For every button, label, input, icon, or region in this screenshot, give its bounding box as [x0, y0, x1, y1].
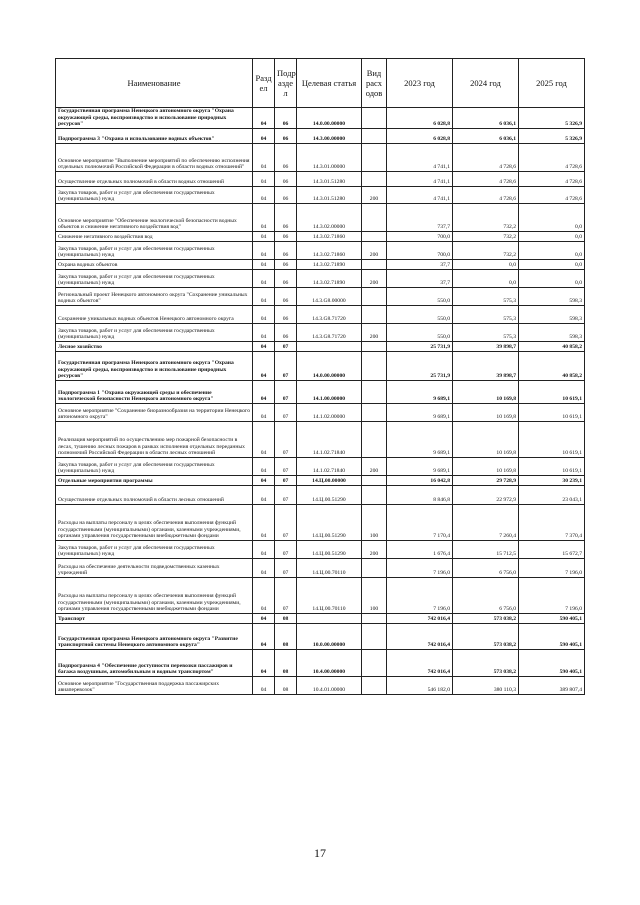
cell-section: 04 [253, 578, 275, 614]
cell-expense-type [362, 381, 387, 404]
cell-expense-type: 200 [362, 324, 387, 342]
cell-subsection: 07 [275, 458, 297, 476]
cell-2025: 598,3 [519, 306, 585, 324]
cell-expense-type [362, 614, 387, 624]
table-row [56, 232, 585, 242]
cell-2024: 6 756,0 [453, 578, 519, 614]
cell-target: 14.Ц.00.70110 [297, 578, 362, 614]
cell-expense-type [362, 342, 387, 352]
cell-name: Государственная программа Ненецкого автономного округа "Охрана окружающей среды, воспроизводство и использование природных ресурсов" [56, 352, 253, 381]
cell-subsection: 07 [275, 559, 297, 578]
table-row [56, 204, 585, 232]
table-row [56, 650, 585, 677]
cell-subsection: 07 [275, 381, 297, 404]
cell-name: Расходы на обеспечение деятельности подведомственных казенных учреждений [56, 559, 253, 578]
table-row [56, 486, 585, 505]
cell-2024: 10 169,8 [453, 422, 519, 458]
cell-2024: 0,0 [453, 270, 519, 288]
cell-target: 14.1.02.71840 [297, 458, 362, 476]
cell-2025: 598,3 [519, 324, 585, 342]
cell-target: 14.3.01.00000 [297, 144, 362, 172]
cell-2025: 598,3 [519, 288, 585, 306]
cell-section: 04 [253, 559, 275, 578]
cell-name: Расходы на выплаты персоналу в целях обеспечения выполнения функций государственными (муниципальными) органами, казенными учреждениями, органами управления государственными внебюджетными фондами [56, 505, 253, 541]
cell-expense-type: 100 [362, 505, 387, 541]
header-2024: 2024 год [453, 59, 519, 108]
header-2025: 2025 год [519, 59, 585, 108]
cell-2024: 573 038,2 [453, 624, 519, 650]
cell-section: 04 [253, 624, 275, 650]
cell-2025: 4 728,6 [519, 144, 585, 172]
budget-table [55, 58, 585, 695]
cell-2024: 732,2 [453, 204, 519, 232]
cell-2025: 23 043,1 [519, 486, 585, 505]
cell-2023: 700,0 [387, 232, 453, 242]
cell-section: 04 [253, 260, 275, 270]
cell-2025: 15 672,7 [519, 541, 585, 559]
cell-2023: 25 731,9 [387, 342, 453, 352]
cell-expense-type [362, 129, 387, 144]
cell-subsection: 08 [275, 624, 297, 650]
cell-2025: 10 619,1 [519, 458, 585, 476]
cell-2023: 737,7 [387, 204, 453, 232]
cell-2025: 0,0 [519, 270, 585, 288]
cell-2024: 4 728,6 [453, 187, 519, 204]
table-row [56, 172, 585, 187]
cell-2025: 40 858,2 [519, 342, 585, 352]
cell-name: Подпрограмма 3 "Охрана и использование водных объектов" [56, 129, 253, 144]
cell-subsection: 07 [275, 505, 297, 541]
cell-expense-type [362, 144, 387, 172]
table-row [56, 108, 585, 129]
cell-subsection: 08 [275, 677, 297, 695]
table-row [56, 422, 585, 458]
cell-subsection: 06 [275, 270, 297, 288]
cell-section: 04 [253, 650, 275, 677]
cell-name: Транспорт [56, 614, 253, 624]
table-row [56, 404, 585, 422]
cell-2023: 9 689,1 [387, 422, 453, 458]
cell-expense-type: 200 [362, 242, 387, 260]
table-row [56, 559, 585, 578]
cell-2025: 7 196,0 [519, 578, 585, 614]
cell-target: 14.3.02.71890 [297, 270, 362, 288]
table-row [56, 381, 585, 404]
table-header-row [56, 59, 585, 108]
cell-2023: 7 196,0 [387, 559, 453, 578]
cell-section: 04 [253, 232, 275, 242]
cell-expense-type [362, 677, 387, 695]
cell-expense-type [362, 260, 387, 270]
cell-name: Охрана водных объектов [56, 260, 253, 270]
cell-expense-type: 100 [362, 578, 387, 614]
table-row [56, 129, 585, 144]
cell-name: Закупка товаров, работ и услуг для обеспечения государственных (муниципальных) нужд [56, 270, 253, 288]
cell-name: Основное мероприятие "Выполнение мероприятий по обеспечению исполнения отдельных полномочий Российской Федерации в области водных отношений" [56, 144, 253, 172]
cell-2024: 0,0 [453, 260, 519, 270]
cell-2023: 9 689,1 [387, 458, 453, 476]
cell-2023: 16 042,8 [387, 476, 453, 486]
cell-subsection: 06 [275, 204, 297, 232]
cell-expense-type [362, 486, 387, 505]
cell-name: Закупка товаров, работ и услуг для обеспечения государственных (муниципальных) нужд [56, 541, 253, 559]
cell-section: 04 [253, 242, 275, 260]
cell-2023: 9 689,1 [387, 404, 453, 422]
cell-2024: 6 036,1 [453, 129, 519, 144]
cell-section: 04 [253, 458, 275, 476]
cell-subsection: 06 [275, 172, 297, 187]
cell-section: 04 [253, 270, 275, 288]
cell-2025: 10 619,1 [519, 422, 585, 458]
table-row [56, 476, 585, 486]
cell-expense-type [362, 306, 387, 324]
cell-expense-type [362, 559, 387, 578]
cell-2023: 550,0 [387, 324, 453, 342]
header-target: Целевая статья [297, 59, 362, 108]
cell-2024: 573 038,2 [453, 650, 519, 677]
cell-2025: 389 807,4 [519, 677, 585, 695]
page-number: 17 [314, 846, 326, 860]
cell-subsection: 07 [275, 541, 297, 559]
cell-2025: 590 405,1 [519, 614, 585, 624]
cell-target: 14.1.00.00000 [297, 381, 362, 404]
cell-section: 04 [253, 505, 275, 541]
cell-section: 04 [253, 476, 275, 486]
cell-target: 14.3.02.71860 [297, 242, 362, 260]
cell-target: 14.3.02.00000 [297, 204, 362, 232]
cell-name: Региональный проект Ненецкого автономного округа "Сохранение уникальных водных объектов" [56, 288, 253, 306]
cell-2025: 10 619,1 [519, 404, 585, 422]
cell-subsection: 07 [275, 404, 297, 422]
cell-2024: 4 728,6 [453, 144, 519, 172]
cell-name: Основное мероприятие "Обеспечение экологической безопасности водных объектов и снижение негативного воздействия вод" [56, 204, 253, 232]
cell-target: 14.Ц.00.51290 [297, 541, 362, 559]
header-name: Наименование [56, 59, 253, 108]
cell-expense-type [362, 404, 387, 422]
cell-target: 14.3.G8.71720 [297, 324, 362, 342]
cell-expense-type [362, 624, 387, 650]
cell-subsection: 07 [275, 352, 297, 381]
table-row [56, 624, 585, 650]
table-row [56, 306, 585, 324]
cell-expense-type: 200 [362, 187, 387, 204]
cell-target: 14.3.G8.71720 [297, 306, 362, 324]
table-row [56, 324, 585, 342]
cell-expense-type: 200 [362, 270, 387, 288]
cell-expense-type: 200 [362, 458, 387, 476]
cell-target: 14.Ц.00.51290 [297, 505, 362, 541]
cell-name: Сохранение уникальных водных объектов Ненецкого автономного округа [56, 306, 253, 324]
table-row [56, 578, 585, 614]
cell-expense-type [362, 172, 387, 187]
cell-2024: 10 169,8 [453, 404, 519, 422]
cell-2025: 0,0 [519, 242, 585, 260]
cell-2023: 1 676,4 [387, 541, 453, 559]
cell-2024: 6 756,0 [453, 559, 519, 578]
cell-2024: 575,3 [453, 288, 519, 306]
cell-2023: 7 196,0 [387, 578, 453, 614]
table-row [56, 260, 585, 270]
cell-expense-type [362, 204, 387, 232]
cell-name: Закупка товаров, работ и услуг для обеспечения государственных (муниципальных) нужд [56, 458, 253, 476]
cell-section: 04 [253, 352, 275, 381]
table-row [56, 288, 585, 306]
cell-section: 04 [253, 288, 275, 306]
cell-2025: 0,0 [519, 260, 585, 270]
cell-2024: 380 110,3 [453, 677, 519, 695]
cell-2024: 15 712,5 [453, 541, 519, 559]
cell-target: 14.3.02.71860 [297, 232, 362, 242]
cell-target: 14.3.G8.00000 [297, 288, 362, 306]
table-row [56, 352, 585, 381]
cell-target [297, 342, 362, 352]
cell-subsection: 07 [275, 342, 297, 352]
cell-2023: 6 028,8 [387, 108, 453, 129]
cell-target: 14.3.02.71890 [297, 260, 362, 270]
cell-2025: 30 239,1 [519, 476, 585, 486]
cell-target: 14.3.01.51280 [297, 187, 362, 204]
cell-2025: 7 196,0 [519, 559, 585, 578]
header-subsection: Подр азде л [275, 59, 297, 108]
cell-2025: 5 326,9 [519, 129, 585, 144]
table-row [56, 270, 585, 288]
table-row [56, 541, 585, 559]
cell-subsection: 06 [275, 232, 297, 242]
cell-name: Осуществление отдельных полномочий в области лесных отношений [56, 486, 253, 505]
cell-section: 04 [253, 187, 275, 204]
cell-section: 04 [253, 541, 275, 559]
cell-target: 10.0.00.00000 [297, 624, 362, 650]
header-expense-type: Вид расх одов [362, 59, 387, 108]
cell-subsection: 07 [275, 476, 297, 486]
cell-subsection: 06 [275, 324, 297, 342]
cell-name: Снижение негативного воздействия вод [56, 232, 253, 242]
cell-section: 04 [253, 422, 275, 458]
cell-name: Расходы на выплаты персоналу в целях обеспечения выполнения функций государственными (муниципальными) органами, казенными учреждениями, органами управления государственными внебюджетными фондами [56, 578, 253, 614]
cell-2023: 8 846,8 [387, 486, 453, 505]
table-row [56, 144, 585, 172]
cell-2023: 550,0 [387, 288, 453, 306]
cell-name: Закупка товаров, работ и услуг для обеспечения государственных (муниципальных) нужд [56, 324, 253, 342]
table-row [56, 505, 585, 541]
cell-section: 04 [253, 324, 275, 342]
cell-expense-type: 200 [362, 541, 387, 559]
table-row [56, 187, 585, 204]
cell-expense-type [362, 422, 387, 458]
cell-2023: 742 016,4 [387, 650, 453, 677]
cell-expense-type [362, 108, 387, 129]
table-body [56, 108, 585, 695]
cell-2024: 10 169,8 [453, 458, 519, 476]
cell-2024: 4 728,6 [453, 172, 519, 187]
cell-target [297, 614, 362, 624]
cell-subsection: 06 [275, 288, 297, 306]
cell-name: Основное мероприятие "Государственная поддержка пассажирских авиаперевозок" [56, 677, 253, 695]
header-section: Разд ел [253, 59, 275, 108]
cell-expense-type [362, 288, 387, 306]
cell-subsection: 06 [275, 144, 297, 172]
cell-expense-type [362, 476, 387, 486]
cell-target: 14.Ц.00.00000 [297, 476, 362, 486]
cell-2023: 700,0 [387, 242, 453, 260]
cell-2024: 39 898,7 [453, 342, 519, 352]
cell-subsection: 07 [275, 422, 297, 458]
cell-2023: 4 741,1 [387, 172, 453, 187]
cell-section: 04 [253, 108, 275, 129]
cell-2024: 732,2 [453, 242, 519, 260]
cell-target: 14.0.00.00000 [297, 108, 362, 129]
cell-2023: 37,7 [387, 270, 453, 288]
cell-2025: 4 728,6 [519, 172, 585, 187]
cell-target: 14.0.00.00000 [297, 352, 362, 381]
cell-target: 10.4.00.00000 [297, 650, 362, 677]
cell-section: 04 [253, 486, 275, 505]
cell-section: 04 [253, 404, 275, 422]
cell-2025: 4 728,6 [519, 187, 585, 204]
cell-name: Реализация мероприятий по осуществлению мер пожарной безопасности в лесах, тушению лесных пожаров в рамках исполнения отдельных переданных полномочий Российской Федерации в области лесных отношений [56, 422, 253, 458]
cell-2024: 22 972,9 [453, 486, 519, 505]
cell-section: 04 [253, 677, 275, 695]
cell-2025: 10 619,1 [519, 381, 585, 404]
cell-2024: 29 728,9 [453, 476, 519, 486]
cell-name: Государственная программа Ненецкого автономного округа "Охрана окружающей среды, воспроизводство и использование природных ресурсов" [56, 108, 253, 129]
cell-subsection: 06 [275, 108, 297, 129]
cell-2024: 10 169,8 [453, 381, 519, 404]
cell-2025: 40 858,2 [519, 352, 585, 381]
cell-2023: 7 170,4 [387, 505, 453, 541]
cell-subsection: 06 [275, 260, 297, 270]
cell-2025: 590 405,1 [519, 650, 585, 677]
cell-target: 14.1.02.00000 [297, 404, 362, 422]
cell-2023: 25 731,9 [387, 352, 453, 381]
table-row [56, 677, 585, 695]
cell-2023: 4 741,1 [387, 187, 453, 204]
cell-target: 14.Ц.00.51290 [297, 486, 362, 505]
cell-2023: 742 016,4 [387, 614, 453, 624]
cell-target: 14.1.02.71840 [297, 422, 362, 458]
cell-section: 04 [253, 342, 275, 352]
cell-section: 04 [253, 614, 275, 624]
cell-name: Государственная программа Ненецкого автономного округа "Развитие транспортной системы Ненецкого автономного округа" [56, 624, 253, 650]
cell-section: 04 [253, 129, 275, 144]
cell-target: 14.3.01.51280 [297, 172, 362, 187]
table-row [56, 342, 585, 352]
cell-subsection: 06 [275, 187, 297, 204]
cell-2023: 6 028,8 [387, 129, 453, 144]
cell-2024: 6 036,1 [453, 108, 519, 129]
cell-2023: 37,7 [387, 260, 453, 270]
cell-2023: 4 741,1 [387, 144, 453, 172]
cell-2025: 5 326,9 [519, 108, 585, 129]
cell-section: 04 [253, 381, 275, 404]
cell-name: Подпрограмма 1 "Охрана окружающей среды и обеспечение экологической безопасности Ненецкого автономного округа" [56, 381, 253, 404]
cell-2025: 7 370,4 [519, 505, 585, 541]
cell-subsection: 07 [275, 578, 297, 614]
cell-name: Подпрограмма 4 "Обеспечение доступности перевозки пассажиров и багажа воздушным, автомобильным и водным транспортом" [56, 650, 253, 677]
cell-2023: 742 016,4 [387, 624, 453, 650]
cell-expense-type [362, 352, 387, 381]
cell-2024: 575,3 [453, 324, 519, 342]
cell-subsection: 08 [275, 650, 297, 677]
cell-2023: 9 689,1 [387, 381, 453, 404]
table-row [56, 242, 585, 260]
cell-name: Отдельные мероприятия программы [56, 476, 253, 486]
cell-subsection: 06 [275, 242, 297, 260]
cell-2025: 590 405,1 [519, 624, 585, 650]
cell-2024: 39 898,7 [453, 352, 519, 381]
cell-target: 10.4.01.00000 [297, 677, 362, 695]
cell-section: 04 [253, 172, 275, 187]
cell-subsection: 06 [275, 129, 297, 144]
cell-name: Основное мероприятие "Сохранение биоразнообразия на территории Ненецкого автономного округа" [56, 404, 253, 422]
cell-expense-type [362, 232, 387, 242]
cell-subsection: 06 [275, 306, 297, 324]
cell-2023: 550,0 [387, 306, 453, 324]
cell-section: 04 [253, 306, 275, 324]
cell-name: Закупка товаров, работ и услуг для обеспечения государственных (муниципальных) нужд [56, 242, 253, 260]
cell-name: Закупка товаров, работ и услуг для обеспечения государственных (муниципальных) нужд [56, 187, 253, 204]
cell-name: Лесное хозяйство [56, 342, 253, 352]
cell-section: 04 [253, 204, 275, 232]
cell-2024: 575,3 [453, 306, 519, 324]
cell-2024: 7 260,4 [453, 505, 519, 541]
cell-expense-type [362, 650, 387, 677]
cell-target: 14.3.00.00000 [297, 129, 362, 144]
table-row [56, 458, 585, 476]
cell-2024: 573 038,2 [453, 614, 519, 624]
cell-name: Осуществление отдельных полномочий в области водных отношений [56, 172, 253, 187]
cell-target: 14.Ц.00.70110 [297, 559, 362, 578]
cell-subsection: 08 [275, 614, 297, 624]
cell-2023: 546 182,0 [387, 677, 453, 695]
cell-2025: 0,0 [519, 232, 585, 242]
cell-subsection: 07 [275, 486, 297, 505]
cell-2025: 0,0 [519, 204, 585, 232]
cell-2024: 732,2 [453, 232, 519, 242]
cell-section: 04 [253, 144, 275, 172]
table-row [56, 614, 585, 624]
header-2023: 2023 год [387, 59, 453, 108]
